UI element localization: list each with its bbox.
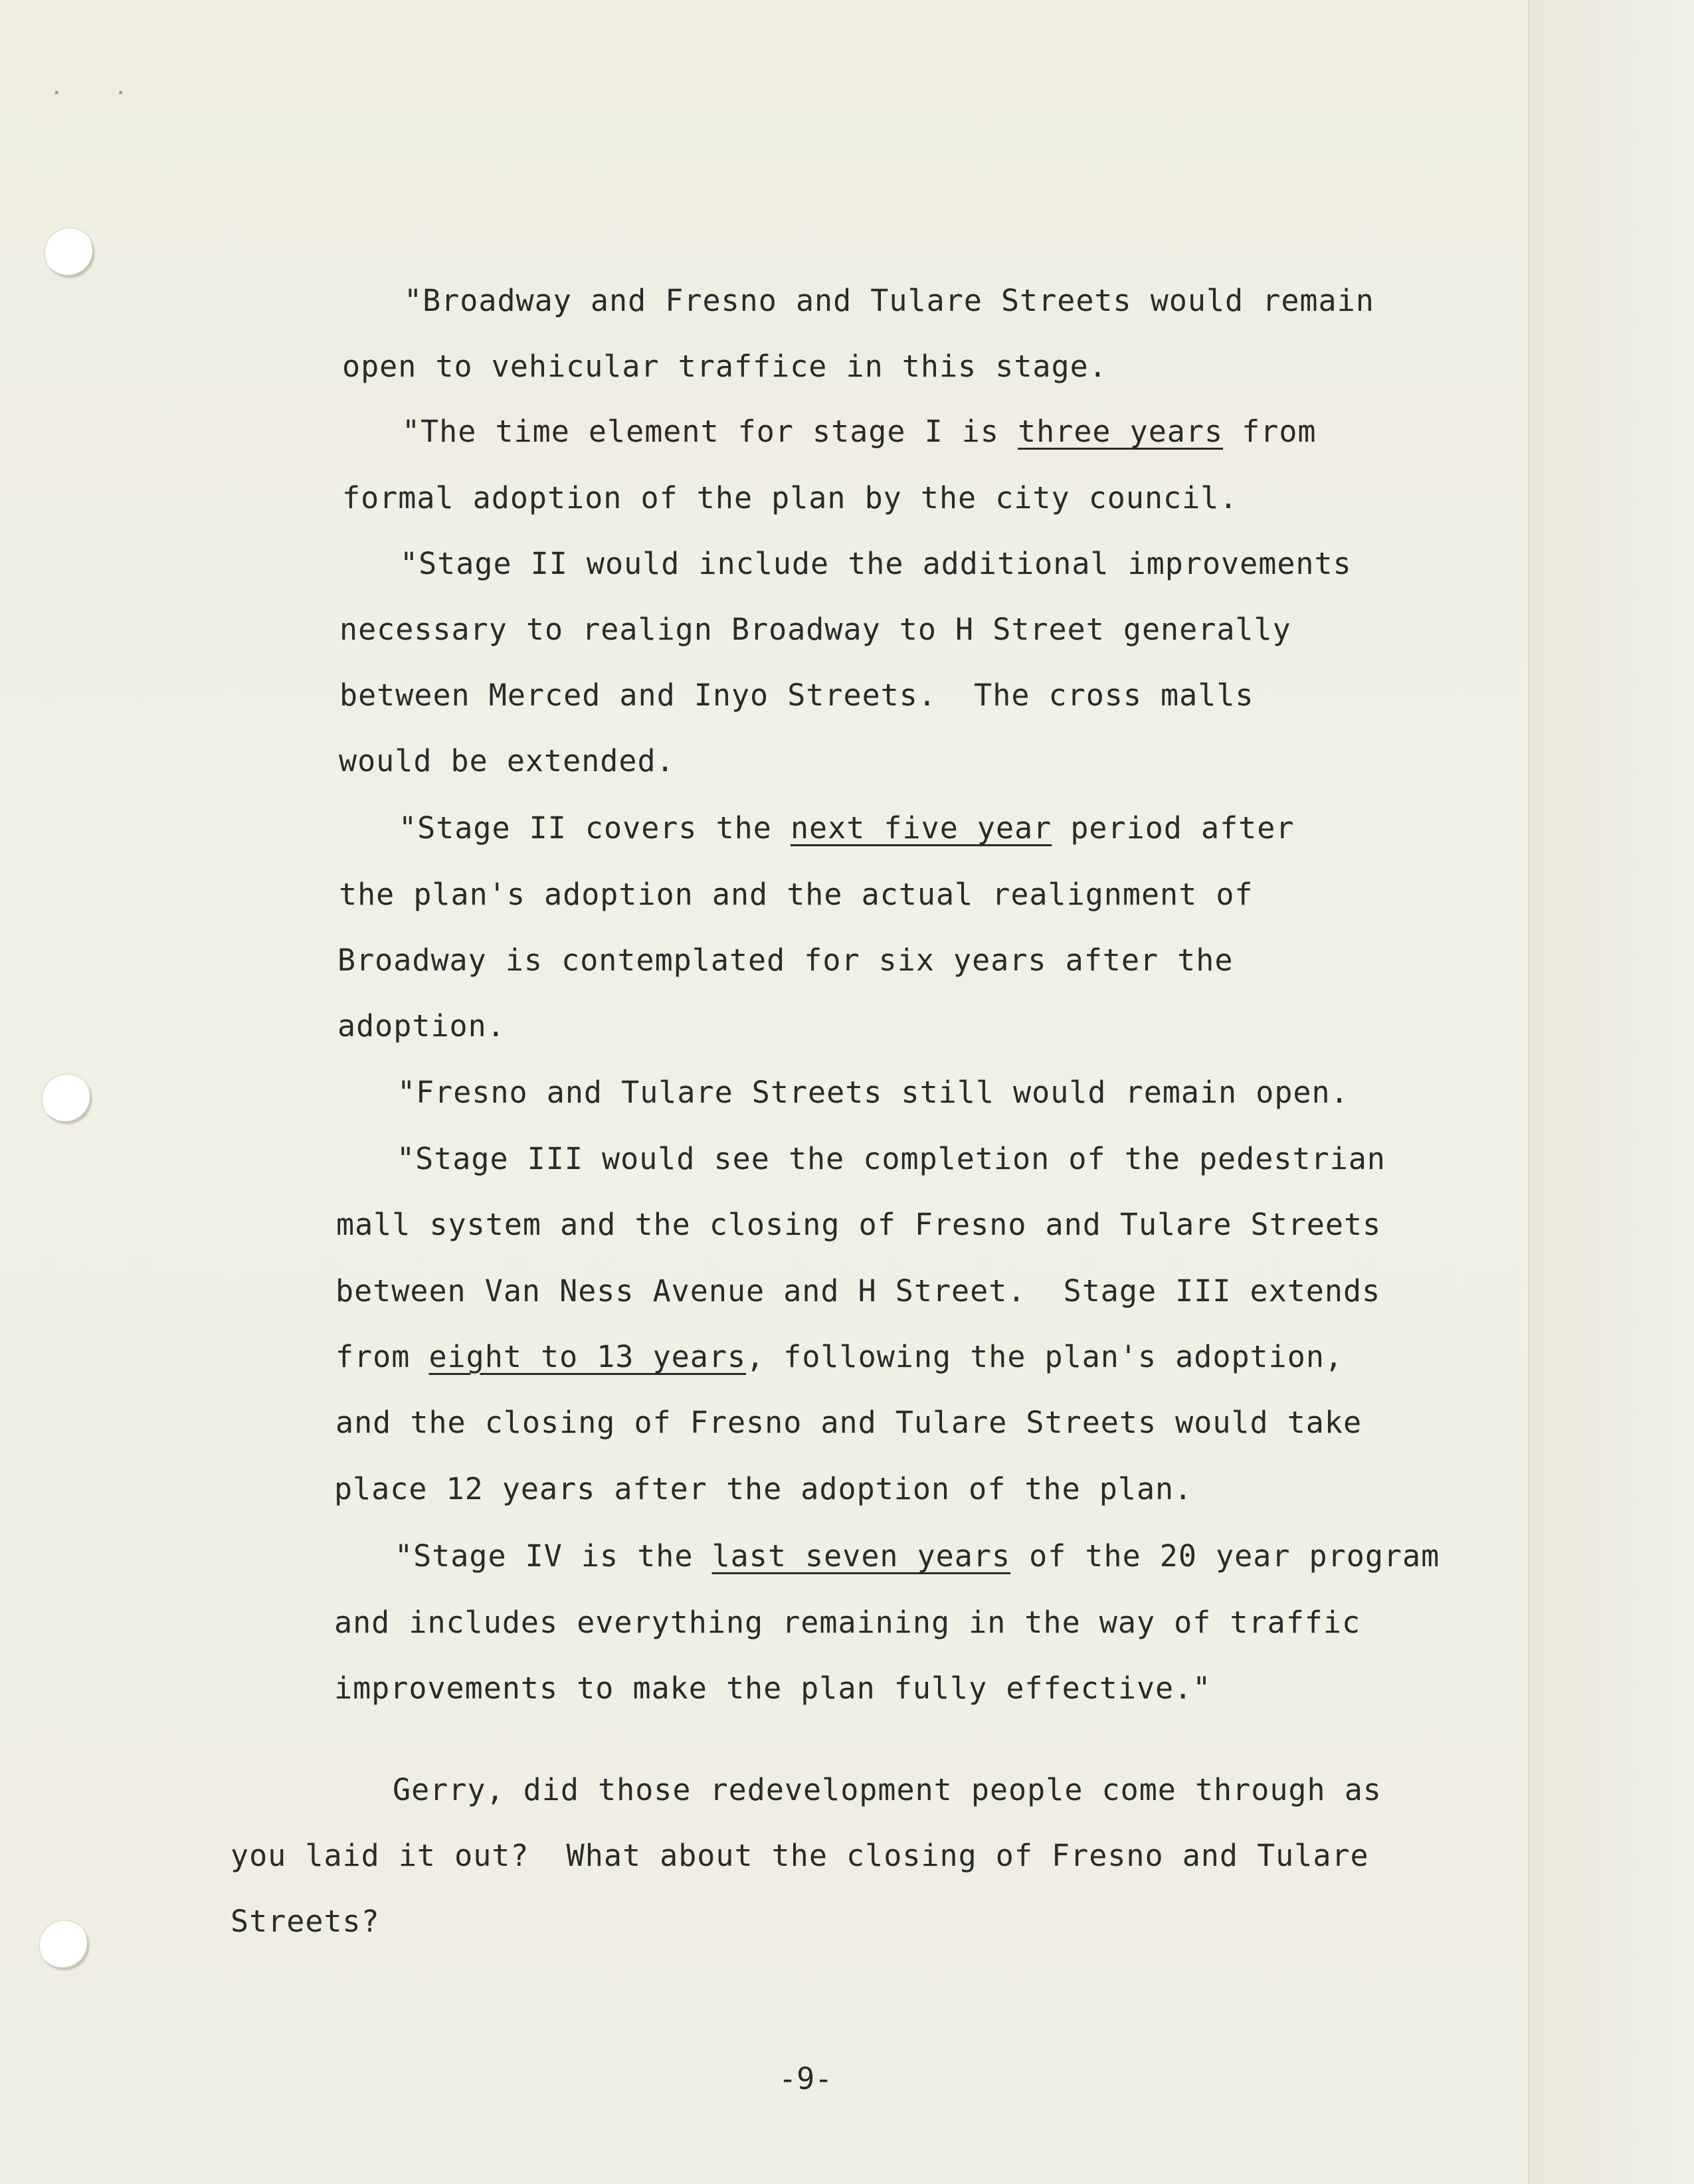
text-line — [335, 1337, 1343, 1377]
text-line: "Stage III would see the completion of the pedestrian — [397, 1141, 1386, 1176]
text-line: the plan's adoption and the actual realignment of — [339, 877, 1254, 912]
text-line — [395, 1536, 1440, 1576]
text-segment: of the 20 year program — [1010, 1538, 1440, 1574]
text-line: between Merced and Inyo Streets. The cross malls — [339, 678, 1254, 713]
text-line: would be extended. — [339, 743, 675, 778]
text-line: formal adoption of the plan by the city council. — [342, 480, 1238, 515]
underlined-phrase: last seven years — [711, 1538, 1011, 1574]
page-number: -9- — [779, 2061, 833, 2096]
text-line: necessary to realign Broadway to H Street generally — [339, 612, 1291, 647]
page-right-edge — [1528, 0, 1694, 2184]
text-line: open to vehicular traffice in this stage. — [342, 349, 1107, 384]
text-line: improvements to make the plan fully effective." — [334, 1671, 1212, 1706]
text-segment: from — [335, 1339, 429, 1374]
text-line — [399, 808, 1294, 848]
text-segment: , following the plan's adoption, — [746, 1339, 1343, 1374]
text-segment: from — [1223, 414, 1317, 449]
text-line: "Broadway and Fresno and Tulare Streets would remain — [404, 283, 1374, 318]
text-segment: "Stage II covers the — [399, 810, 791, 846]
text-line: and the closing of Fresno and Tulare Streets would take — [335, 1405, 1363, 1440]
underlined-phrase: three years — [1018, 414, 1224, 449]
text-line: Broadway is contemplated for six years after the — [337, 943, 1234, 978]
text-line: mall system and the closing of Fresno and Tulare Streets — [336, 1207, 1382, 1242]
text-line: "Stage II would include the additional improvements — [400, 546, 1352, 581]
text-segment: period after — [1052, 810, 1295, 846]
text-line: "Fresno and Tulare Streets still would remain open. — [397, 1075, 1349, 1110]
text-line: place 12 years after the adoption of the plan. — [334, 1471, 1193, 1506]
text-line: Streets? — [231, 1904, 380, 1939]
underlined-phrase: eight to 13 years — [428, 1339, 747, 1374]
paper-specks: • • — [53, 86, 151, 100]
text-line — [402, 412, 1317, 452]
text-line: adoption. — [337, 1008, 506, 1044]
text-line: and includes everything remaining in the way of traffic — [334, 1605, 1361, 1640]
text-segment: "The time element for stage I is — [402, 414, 1018, 449]
underlined-phrase: next five year — [790, 810, 1052, 846]
text-line: Gerry, did those redevelopment people come through as — [393, 1772, 1382, 1807]
text-segment: "Stage IV is the — [395, 1538, 712, 1574]
text-line: between Van Ness Avenue and H Street. Stage III extends — [335, 1273, 1381, 1309]
text-line: you laid it out? What about the closing of Fresno and Tulare — [231, 1838, 1369, 1873]
